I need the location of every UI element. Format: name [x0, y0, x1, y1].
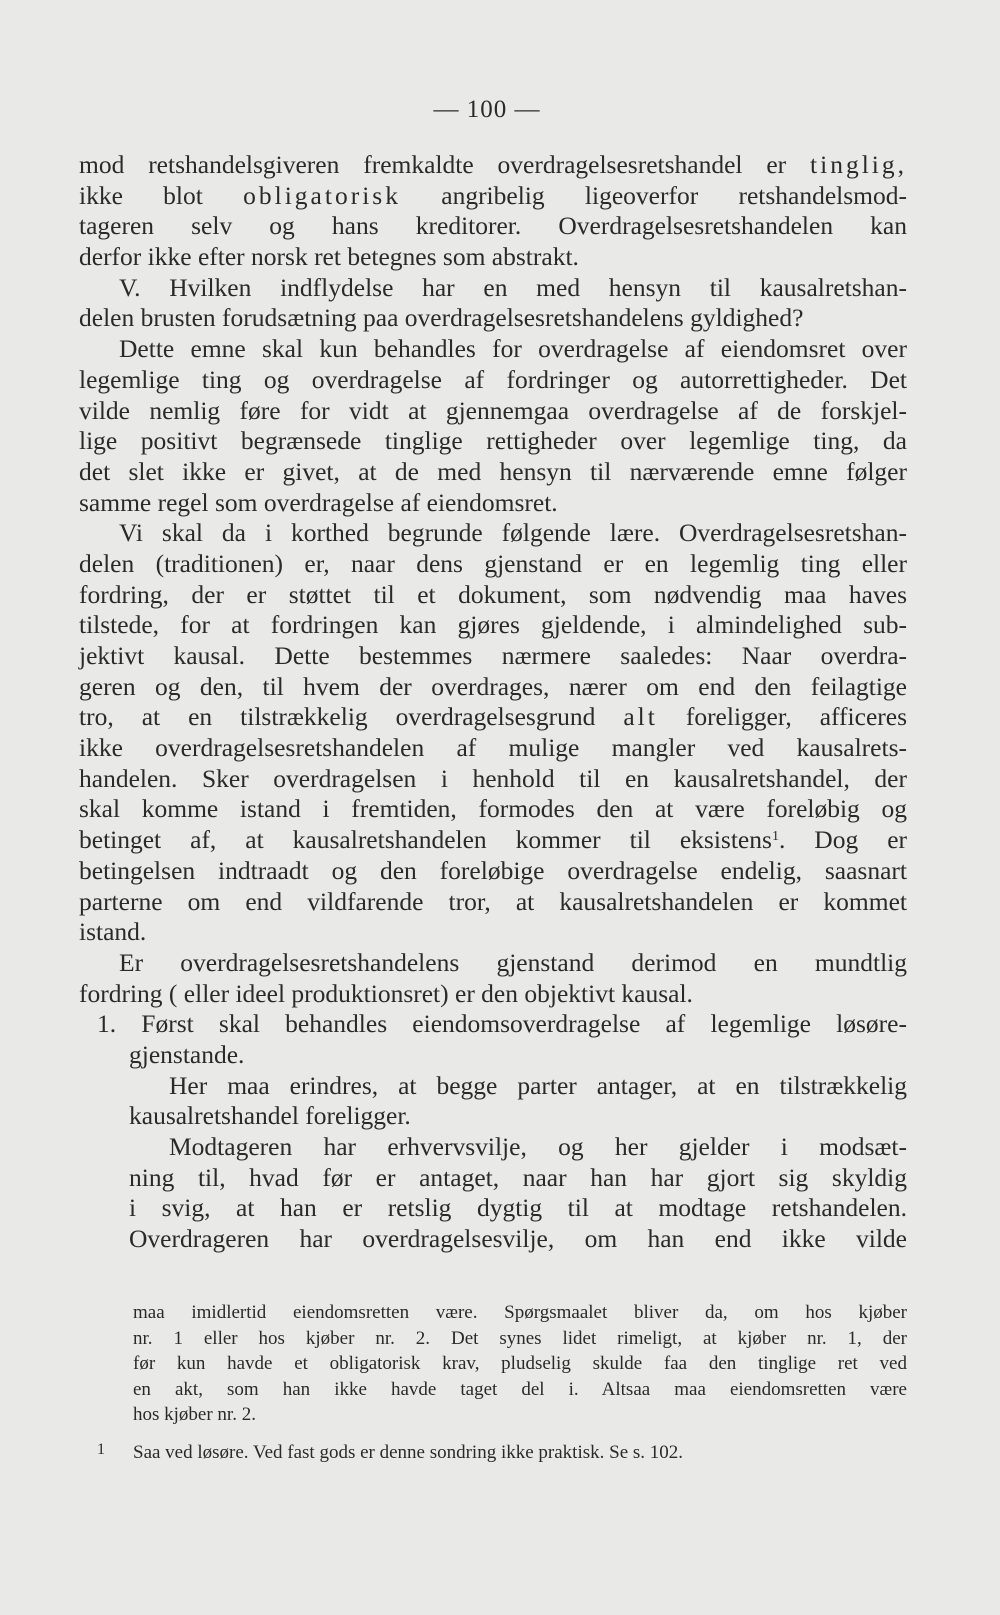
- text-line: Er overdragelsesretshandelens gjenstand derimod en mundtlig: [119, 947, 907, 977]
- page-number: — 100 —: [433, 96, 541, 123]
- main-text: [79, 150, 907, 1255]
- text-line: Dette emne skal kun behandles for overdragelse af eiendomsret over: [119, 334, 907, 364]
- text-line: ikke overdragelsesretshandelen af mulige mangler ved kausalrets-: [79, 733, 907, 763]
- section-heading-line: V. Hvilken indflydelse har en med hensyn til kausalretshan-: [119, 272, 907, 302]
- text-line: skal komme istand i fremtiden, formodes den at være foreløbig og: [79, 794, 907, 824]
- text-line: derfor ikke efter norsk ret betegnes som abstrakt.: [79, 242, 579, 272]
- text-line: Vi skal da i korthed begrunde følgende lære. Overdragelsesretshan-: [119, 518, 907, 548]
- text-line: betingelsen indtraadt og den foreløbige overdragelse endelig, saasnart: [79, 855, 907, 885]
- note-line: en akt, som han ikke havde taget del i. Altsaa maa eiendomsretten være: [133, 1378, 907, 1400]
- text-line: ning til, hvad før er antaget, naar han har gjort sig skyldig: [129, 1162, 907, 1192]
- text-line: betinget af, at kausalretshandelen kommer til eksistens$^1$. Dog er: [79, 825, 907, 855]
- text-line: geren og den, til hvem der overdrages, nærer om end den feilagtige: [79, 671, 907, 701]
- text-line: legemlige ting og overdragelse af fordringer og autorrettigheder. Det: [79, 364, 907, 394]
- text-line: vilde nemlig føre for vidt at gjennemgaa overdragelse af de forskjel-: [79, 395, 907, 425]
- note-line: nr. 1 eller hos kjøber nr. 2. Det synes lidet rimeligt, at kjøber nr. 1, der: [133, 1327, 907, 1349]
- numbered-item-line: gjenstande.: [129, 1039, 245, 1069]
- text-line: tageren selv og hans kreditorer. Overdragelsesretshandelen kan: [79, 211, 907, 241]
- text-line: mod retshandelsgiveren fremkaldte overdragelsesretshandel er tinglig,: [79, 150, 907, 179]
- text-line: delen (traditionen) er, naar dens gjenstand er en legemlig ting eller: [79, 548, 907, 578]
- text-line: kausalretshandel foreligger.: [129, 1101, 411, 1131]
- text-line: Modtageren har erhvervsvilje, og her gjelder i modsæt-: [169, 1132, 907, 1161]
- text-line: tilstede, for at fordringen kan gjøres gjeldende, i almindelighed sub-: [79, 610, 907, 640]
- text-line: jektivt kausal. Dette bestemmes nærmere saaledes: Naar overdra-: [79, 641, 907, 670]
- continued-note: [133, 1300, 907, 1428]
- text-line: i svig, at han er retslig dygtig til at modtage retshandelen.: [129, 1193, 907, 1223]
- text-line: tro, at en tilstrækkelig overdragelsesgrund alt foreligger, afficeres: [79, 702, 908, 732]
- footnote: [97, 1437, 907, 1463]
- text-line: parterne om end vildfarende tror, at kausalretshandelen er kommet: [79, 886, 907, 916]
- note-line: hos kjøber nr. 2.: [133, 1404, 256, 1425]
- footnote-marker: 1: [97, 1441, 105, 1458]
- footnote-text: Saa ved løsøre. Ved fast gods er denne sondring ikke praktisk. Se s. 102.: [133, 1442, 684, 1463]
- text-line: Overdrageren har overdragelsesvilje, om han end ikke vilde: [129, 1224, 907, 1254]
- text-line: det slet ikke er givet, at de med hensyn til nærværende emne følger: [79, 456, 907, 486]
- text-line: samme regel som overdragelse af eiendomsret.: [79, 487, 558, 517]
- section-heading-line: delen brusten forudsætning paa overdragelsesretshandelens gyldighed?: [79, 303, 804, 333]
- text-line: lige positivt begrænsede tinglige rettigheder over legemlige ting, da: [79, 426, 907, 456]
- numbered-item-line: 1. Først skal behandles eiendomsoverdragelse af legemlige løsøre-: [97, 1009, 907, 1039]
- text-line: fordring ( eller ideel produktionsret) er den objektivt kausal.: [79, 978, 693, 1008]
- note-line: før kun havde et obligatorisk krav, pludselig skulde faa den tinglige ret ved: [133, 1353, 907, 1374]
- text-line: ikke blot obligatorisk angribelig ligeoverfor retshandelsmod-: [79, 180, 908, 210]
- text-line: Her maa erindres, at begge parter antager, at en tilstrækkelig: [169, 1070, 907, 1100]
- text-line: fordring, der er støttet til et dokument, som nødvendig maa haves: [79, 579, 907, 609]
- footnote-reference: 1: [771, 829, 779, 845]
- note-line: maa imidlertid eiendomsretten være. Spørgsmaalet bliver da, om hos kjøber: [133, 1302, 907, 1323]
- text-line: istand.: [79, 917, 147, 947]
- text-line: handelen. Sker overdragelsen i henhold til en kausalretshandel, der: [79, 763, 907, 793]
